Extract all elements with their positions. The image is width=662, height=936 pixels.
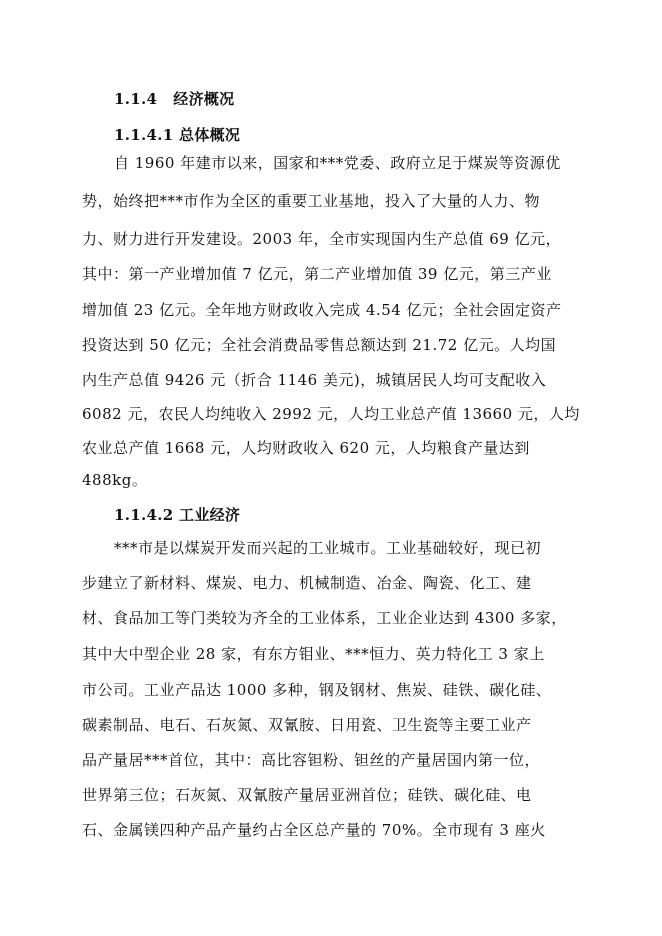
paragraph-line: 内生产总值 9426 元（折合 1146 美元)，城镇居民人均可支配收入 <box>82 371 547 389</box>
paragraph-line: 增加值 23 亿元。全年地方财政收入完成 4.54 亿元；全社会固定资产 <box>82 301 562 319</box>
paragraph-line: ***市是以煤炭开发而兴起的工业城市。工业基础较好，现已初 <box>114 539 542 557</box>
paragraph-line: 材、食品加工等门类较为齐全的工业体系，工业企业达到 4300 多家， <box>82 609 567 627</box>
paragraph-line: 投资达到 50 亿元；全社会消费品零售总额达到 21.72 亿元。人均国 <box>82 336 557 354</box>
paragraph-line: 6082 元，农民人均纯收入 2992 元，人均工业总产值 13660 元，人均 <box>82 405 580 423</box>
paragraph-line: 自 1960 年建市以来，国家和***党委、政府立足于煤炭等资源优 <box>114 154 561 172</box>
paragraph-line: 农业总产值 1668 元，人均财政收入 620 元，人均粮食产量达到 <box>82 439 530 457</box>
paragraph-line: 其中大中型企业 28 家，有东方钼业、***恒力、英力特化工 3 家上 <box>82 645 545 663</box>
paragraph-line: 品产量居***首位，其中：高比容钽粉、钽丝的产量居国内第一位， <box>82 751 541 769</box>
section-number: 1.1.4 <box>114 90 158 108</box>
paragraph-line: 世界第三位；石灰氮、双氰胺产量居亚洲首位；硅铁、碳化硅、电 <box>82 786 532 804</box>
paragraph-line: 力、财力进行开发建设。2003 年，全市实现国内生产总值 69 亿元， <box>82 230 562 248</box>
subsection-heading-overview: 1.1.4.1 总体概况 <box>114 126 241 144</box>
paragraph-line: 碳素制品、电石、石灰氮、双氰胺、日用瓷、卫生瓷等主要工业产 <box>82 716 532 734</box>
paragraph-line: 市公司。工业产品达 1000 多种，钢及钢材、焦炭、硅铁、碳化硅、 <box>82 681 552 699</box>
paragraph-line: 步建立了新材料、煤炭、电力、机械制造、冶金、陶瓷、化工、建 <box>82 574 532 592</box>
section-heading-economy <box>114 88 234 109</box>
paragraph-line: 其中：第一产业增加值 7 亿元，第二产业增加值 39 亿元，第三产业 <box>82 265 552 283</box>
paragraph-line: 石、金属镁四种产品产量约占全区总产量的 70%。全市现有 3 座火 <box>82 821 546 839</box>
paragraph-line: 488kg。 <box>82 471 148 489</box>
subsection-heading-industry: 1.1.4.2 工业经济 <box>114 506 241 524</box>
paragraph-line: 势，始终把***市作为全区的重要工业基地，投入了大量的人力、物 <box>82 192 541 210</box>
section-title: 经济概况 <box>173 90 235 108</box>
